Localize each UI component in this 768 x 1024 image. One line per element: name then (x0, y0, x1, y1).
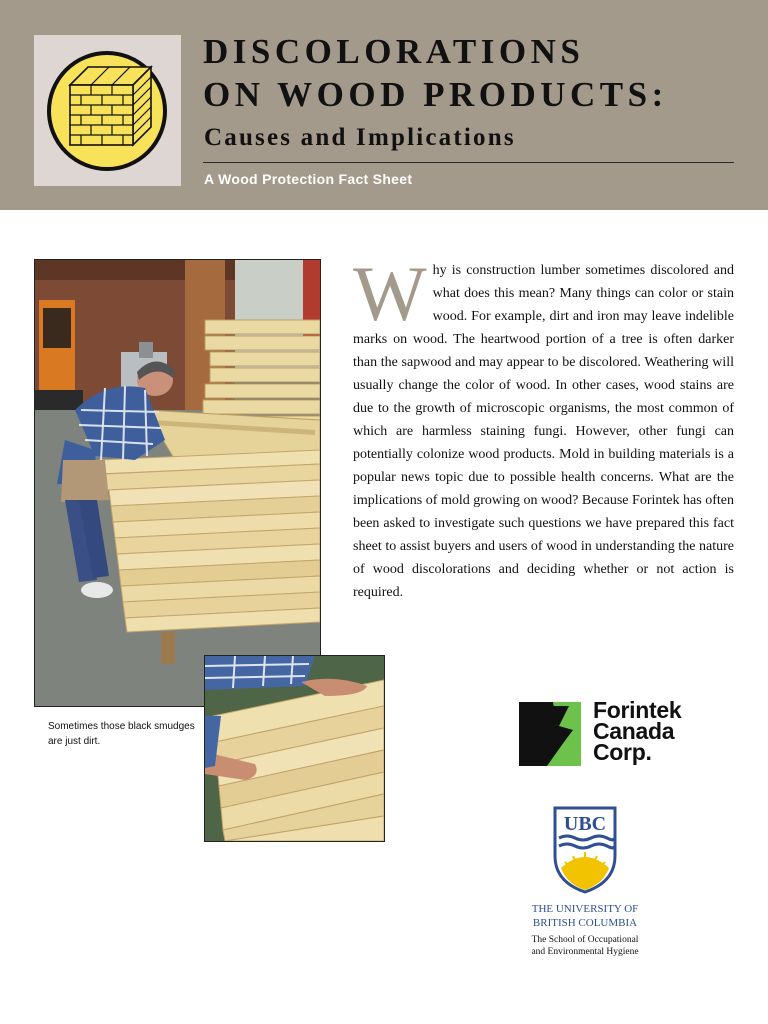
intro-text: hy is construction lumber sometimes discolored and what does this mean? Many things can color or stain wood. For example, dirt and iron may leave indelible marks on wood. The heartwood portion of a tree is often darker than the sapwood and may appear to be discolored. Weathering will usually change the color of wood. In other cases, wood stains are due to the growth of microscopic organisms, the most common of which are harmless staining fungi. However, other fungi can potentially colonize wood products. Mold in building materials is a popular news topic due to possible health concerns. What are the implications of mold growing on wood? Because Forintek has often been asked to investigate such questions we have prepared this fact sheet to assist buyers and users of wood in understanding the nature of wood discolorations and deciding whether or not action is required. (353, 263, 734, 600)
ubc-university-name: THE UNIVERSITY OF BRITISH COLUMBIA (531, 903, 639, 929)
title-line-2: ON WOOD PRODUCTS: (203, 75, 668, 114)
ubc-shield-text: UBC (563, 813, 607, 835)
logo-box (34, 35, 181, 186)
ubc-school-name: The School of Occupational and Environmental Hygiene (531, 935, 639, 957)
title-line-1: DISCOLORATIONS (203, 32, 585, 71)
hands-on-lumber-closeup-photo (204, 655, 385, 842)
forintek-logo (519, 697, 719, 768)
ubc-shield-icon (553, 806, 617, 894)
fact-sheet-tagline: A Wood Protection Fact Sheet (204, 171, 413, 187)
worker-stacking-lumber-photo (34, 259, 321, 707)
forintek-name: Forintek Canada Corp. (593, 697, 682, 765)
lumber-stack-icon (34, 35, 181, 186)
header-band (0, 0, 768, 210)
photo-caption: Sometimes those black smudges are just dirt. (48, 721, 195, 747)
intro-paragraph (353, 250, 734, 604)
page-subtitle: Causes and Implications (204, 124, 516, 151)
forintek-logo-icon (519, 702, 581, 766)
header-divider (203, 162, 734, 163)
drop-cap: W (353, 250, 427, 337)
page-title (203, 30, 668, 116)
